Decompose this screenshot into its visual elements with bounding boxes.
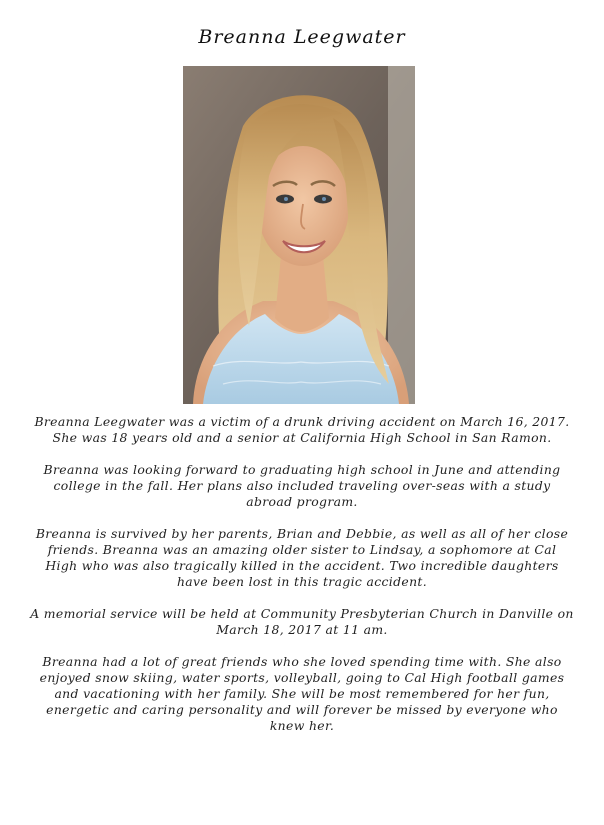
memorial-text (30, 414, 574, 750)
paragraph-accident: Breanna Leegwater was a victim of a drunk driving accident on March 16, 2017. She was 18 years old and a senior at California High School in San Ramon. (34, 414, 570, 445)
portrait-photo (183, 66, 415, 404)
paragraph-remembrance: Breanna had a lot of great friends who she loved spending time with. She also enjoyed snow skiing, water sports, volleyball, going to Cal High football games and vacationing with her family. She will be most remembered for her fun, energetic and caring personality and will forever be missed by everyone who knew her. (39, 654, 565, 733)
page-title: Breanna Leegwater (198, 26, 406, 48)
paragraph-plans: Breanna was looking forward to graduating high school in June and attending college in the fall. Her plans also included traveling over-seas with a study abroad program. (43, 462, 561, 509)
paragraph-family: Breanna is survived by her parents, Brian and Debbie, as well as all of her close friends. Breanna was an amazing older sister to Lindsay, a sophomore at Cal High who was also tragically killed in the accident. Two incredible daughters have been lost in this tragic accident. (35, 526, 569, 589)
paragraph-service: A memorial service will be held at Community Presbyterian Church in Danville on March 18, 2017 at 11 am. (30, 606, 574, 637)
